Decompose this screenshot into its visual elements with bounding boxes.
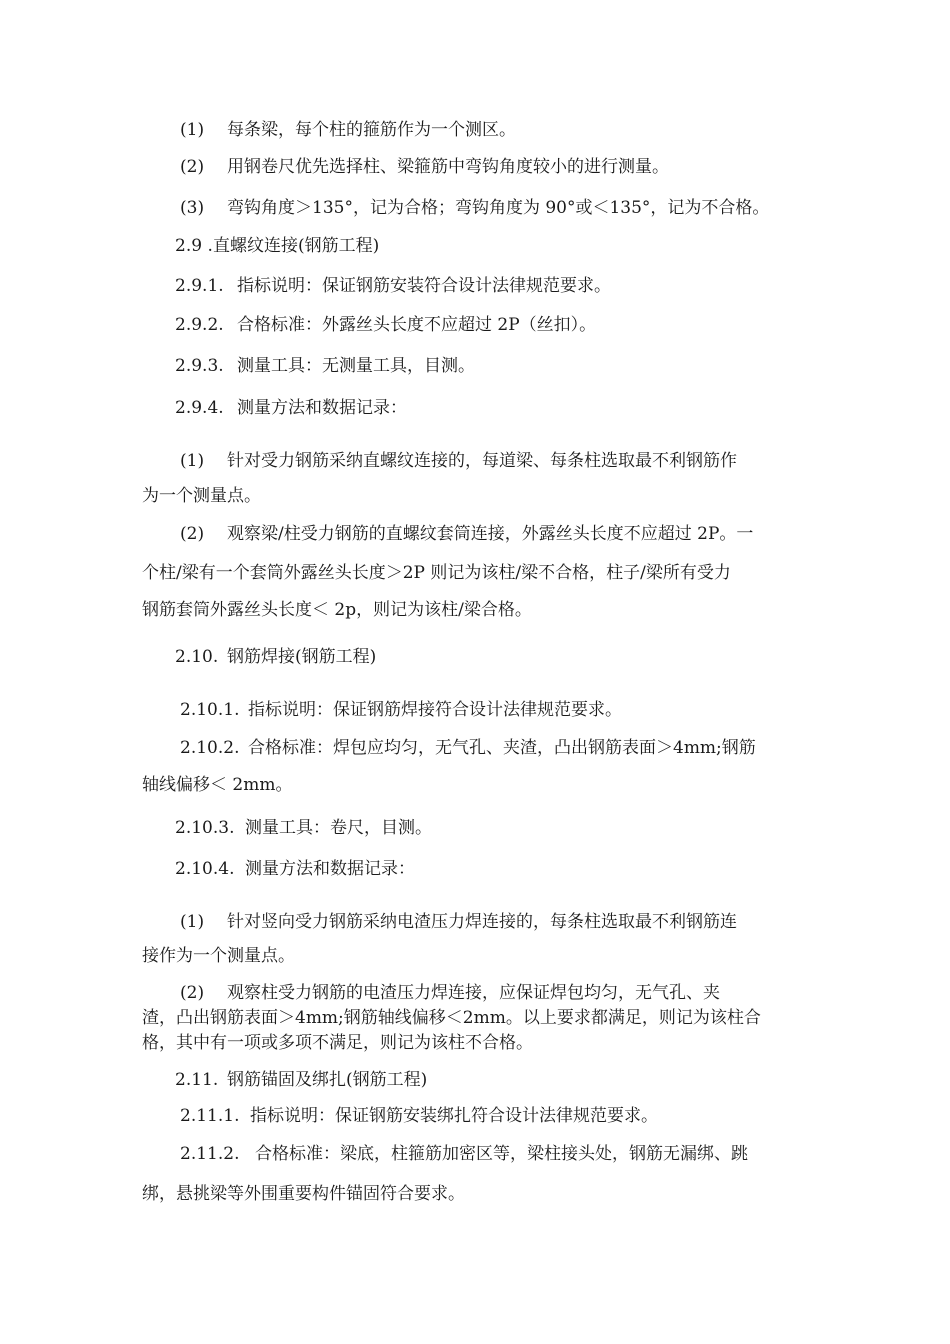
- list-item: [180, 118, 516, 142]
- list-item: [180, 449, 737, 473]
- subsection-text: 测量方法和数据记录：: [237, 398, 407, 418]
- subsection: [175, 396, 407, 420]
- subsection-number: 2.10.4.: [175, 859, 235, 879]
- item-text: 弯钩角度＞135°，记为合格；弯钩角度为 90°或＜135°，记为不合格。: [227, 198, 770, 218]
- item-number: (1): [180, 912, 205, 932]
- subsection-text: 轴线偏移＜ 2mm。: [142, 775, 293, 795]
- list-item: [180, 910, 737, 934]
- item-text: 针对竖向受力钢筋采纳电渣压力焊连接的，每条柱选取最不利钢筋连: [227, 912, 737, 932]
- item-number: (1): [180, 451, 205, 471]
- item-text: 钢筋套筒外露丝头长度＜ 2p，则记为该柱/梁合格。: [142, 600, 532, 620]
- item-text: 格，其中有一项或多项不满足，则记为该柱不合格。: [142, 1033, 533, 1053]
- subsection-number: 2.10.3.: [175, 818, 235, 838]
- list-item: [180, 522, 753, 546]
- item-number: (3): [180, 198, 205, 218]
- subsection-text: 指标说明：保证钢筋安装绑扎符合设计法律规范要求。: [250, 1106, 658, 1126]
- item-text: 针对受力钢筋采纳直螺纹连接的，每道梁、每条柱选取最不利钢筋作: [227, 451, 737, 471]
- item-text: 渣，凸出钢筋表面＞4mm;钢筋轴线偏移＜2mm。以上要求都满足，则记为该柱合: [142, 1008, 761, 1028]
- item-number: (2): [180, 524, 205, 544]
- subsection-text: 指标说明：保证钢筋安装符合设计法律规范要求。: [237, 276, 611, 296]
- subsection: [175, 313, 596, 337]
- item-number: (2): [180, 983, 205, 1003]
- section-number: 2.11.: [175, 1070, 219, 1090]
- section-number: 2.10.: [175, 647, 219, 667]
- subsection-text: 测量方法和数据记录：: [245, 859, 415, 879]
- subsection-number: 2.11.1.: [180, 1106, 240, 1126]
- section-title: 直螺纹连接(钢筋工程): [213, 236, 380, 256]
- section-heading: [175, 1068, 427, 1092]
- subsection-text: 测量工具：无测量工具，目测。: [237, 356, 475, 376]
- subsection: [175, 857, 415, 881]
- subsection-number: 2.10.2.: [180, 738, 240, 758]
- item-text: 观察梁/柱受力钢筋的直螺纹套筒连接，外露丝头长度不应超过 2P。一: [227, 524, 754, 544]
- list-item: [180, 155, 669, 179]
- continuation-line: [142, 484, 261, 508]
- subsection-text: 合格标准：梁底，柱箍筋加密区等，梁柱接头处，钢筋无漏绑、跳: [255, 1144, 748, 1164]
- subsection-number: 2.9.2.: [175, 315, 224, 335]
- section-title: 钢筋锚固及绑扎(钢筋工程): [227, 1070, 428, 1090]
- continuation-line: [142, 944, 295, 968]
- continuation-line: [142, 1031, 533, 1055]
- subsection-text: 合格标准：焊包应均匀，无气孔、夹渣，凸出钢筋表面＞4mm;钢筋: [248, 738, 756, 758]
- subsection-number: 2.11.2.: [180, 1144, 240, 1164]
- subsection-number: 2.9.3.: [175, 356, 224, 376]
- continuation-line: [142, 773, 292, 797]
- section-title: 钢筋焊接(钢筋工程): [227, 647, 377, 667]
- subsection: [180, 698, 622, 722]
- item-text: 观察柱受力钢筋的电渣压力焊连接，应保证焊包均匀，无气孔、夹: [227, 983, 720, 1003]
- list-item: [180, 196, 769, 220]
- section-heading: [175, 234, 379, 258]
- subsection: [175, 274, 611, 298]
- item-text: 为一个测量点。: [142, 486, 261, 506]
- item-number: (2): [180, 157, 205, 177]
- item-text: 用钢卷尺优先选择柱、梁箍筋中弯钩角度较小的进行测量。: [227, 157, 669, 177]
- item-text: 每条梁，每个柱的箍筋作为一个测区。: [227, 120, 516, 140]
- subsection-number: 2.9.1.: [175, 276, 224, 296]
- subsection-text: 合格标准：外露丝头长度不应超过 2P（丝扣）。: [237, 315, 597, 335]
- subsection: [180, 736, 756, 760]
- continuation-line: [142, 561, 731, 585]
- continuation-line: [142, 598, 532, 622]
- item-text: 个柱/梁有一个套筒外露丝头长度＞2P 则记为该柱/梁不合格，柱子/梁所有受力: [142, 563, 731, 583]
- list-item: [180, 981, 720, 1005]
- subsection-number: 2.10.1.: [180, 700, 240, 720]
- section-number: 2.9 .: [175, 236, 213, 256]
- item-text: 接作为一个测量点。: [142, 946, 295, 966]
- item-number: (1): [180, 120, 205, 140]
- subsection: [180, 1104, 658, 1128]
- continuation-line: [142, 1006, 761, 1030]
- subsection-text: 测量工具：卷尺，目测。: [245, 818, 432, 838]
- continuation-line: [142, 1182, 465, 1206]
- section-heading: [175, 645, 376, 669]
- subsection-number: 2.9.4.: [175, 398, 224, 418]
- subsection-text: 绑，悬挑梁等外围重要构件锚固符合要求。: [142, 1184, 465, 1204]
- subsection: [175, 816, 432, 840]
- subsection-text: 指标说明：保证钢筋焊接符合设计法律规范要求。: [248, 700, 622, 720]
- subsection: [175, 354, 475, 378]
- subsection: [180, 1142, 748, 1166]
